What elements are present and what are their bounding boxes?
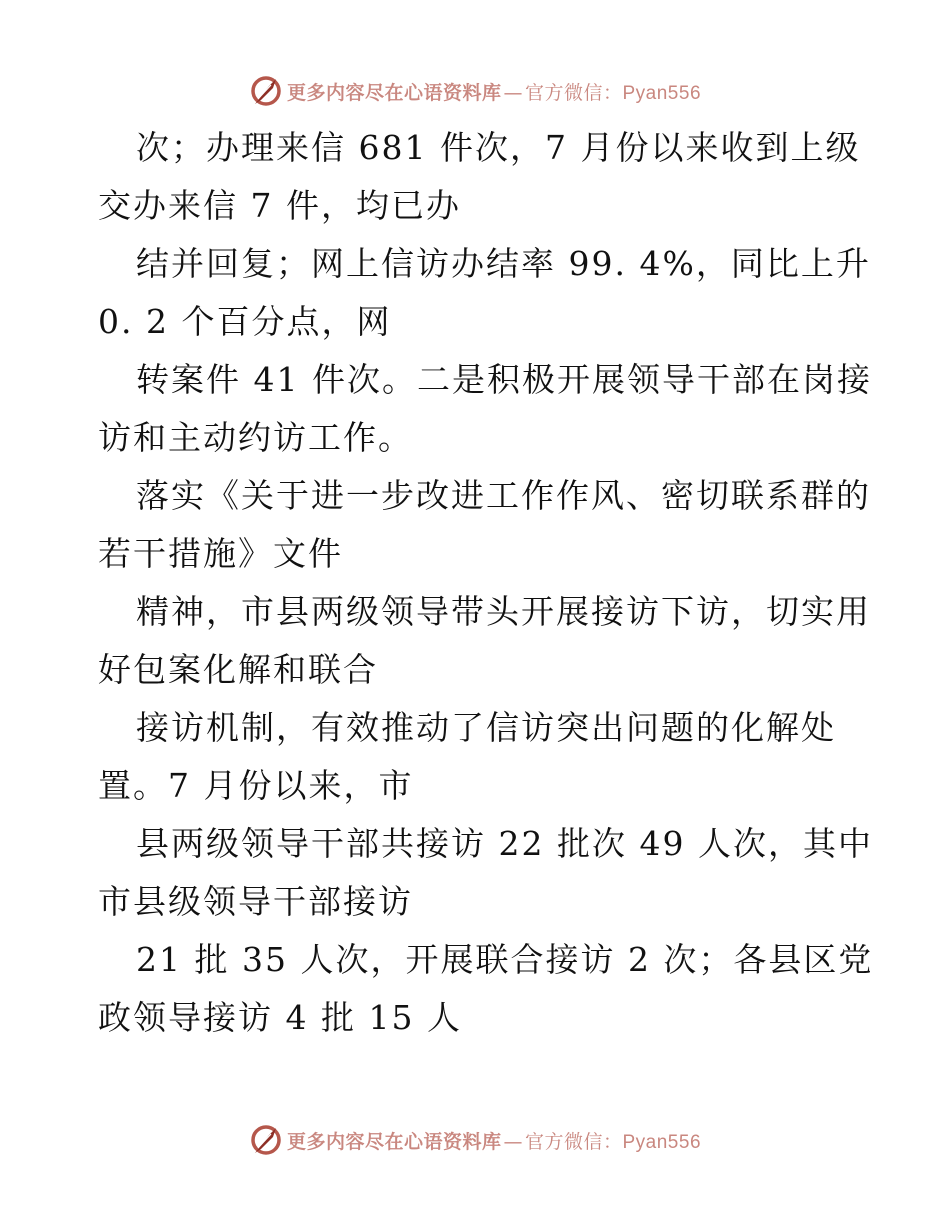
body-line: 0. 2 个百分点，网 bbox=[98, 302, 392, 341]
watermark-label: 官方微信： bbox=[524, 1130, 623, 1153]
body-line: 置。7 月份以来，市 bbox=[98, 766, 414, 805]
body-line: 次；办理来信 681 件次，7 月份以来收到上级 bbox=[136, 128, 861, 167]
body-line: 访和主动约访工作。 bbox=[98, 418, 413, 457]
body-line: 县两级领导干部共接访 22 批次 49 人次，其中 bbox=[136, 824, 873, 863]
body-line: 若干措施》文件 bbox=[98, 534, 343, 573]
body-line: 好包案化解和联合 bbox=[98, 650, 378, 689]
footer-watermark bbox=[0, 1123, 950, 1157]
watermark-separator: — bbox=[503, 1130, 523, 1153]
watermark-wechat-id: Pyan556 bbox=[622, 82, 702, 104]
quill-stamp-logo-icon bbox=[249, 74, 283, 108]
body-line: 转案件 41 件次。二是积极开展领导干部在岗接 bbox=[136, 360, 872, 399]
body-line: 落实《关于进一步改进工作作风、密切联系群的 bbox=[136, 476, 871, 515]
watermark-wechat-id: Pyan556 bbox=[622, 1131, 702, 1153]
body-line: 政领导接访 4 批 15 人 bbox=[98, 998, 462, 1037]
watermark-label: 官方微信： bbox=[524, 81, 623, 104]
body-line: 交办来信 7 件，均已办 bbox=[98, 186, 461, 225]
header-watermark bbox=[0, 74, 950, 108]
body-line: 市县级领导干部接访 bbox=[98, 882, 413, 921]
body-line: 接访机制，有效推动了信访突出问题的化解处 bbox=[136, 708, 836, 747]
watermark-main-text: 更多内容尽在心语资料库 bbox=[286, 1130, 502, 1153]
watermark-separator: — bbox=[503, 81, 523, 104]
quill-stamp-logo-icon bbox=[249, 1123, 283, 1157]
watermark-main-text: 更多内容尽在心语资料库 bbox=[286, 81, 502, 104]
body-line: 21 批 35 人次，开展联合接访 2 次；各县区党 bbox=[136, 940, 874, 979]
body-line: 精神，市县两级领导带头开展接访下访，切实用 bbox=[136, 592, 871, 631]
body-line: 结并回复；网上信访办结率 99. 4%，同比上升 bbox=[136, 244, 871, 283]
